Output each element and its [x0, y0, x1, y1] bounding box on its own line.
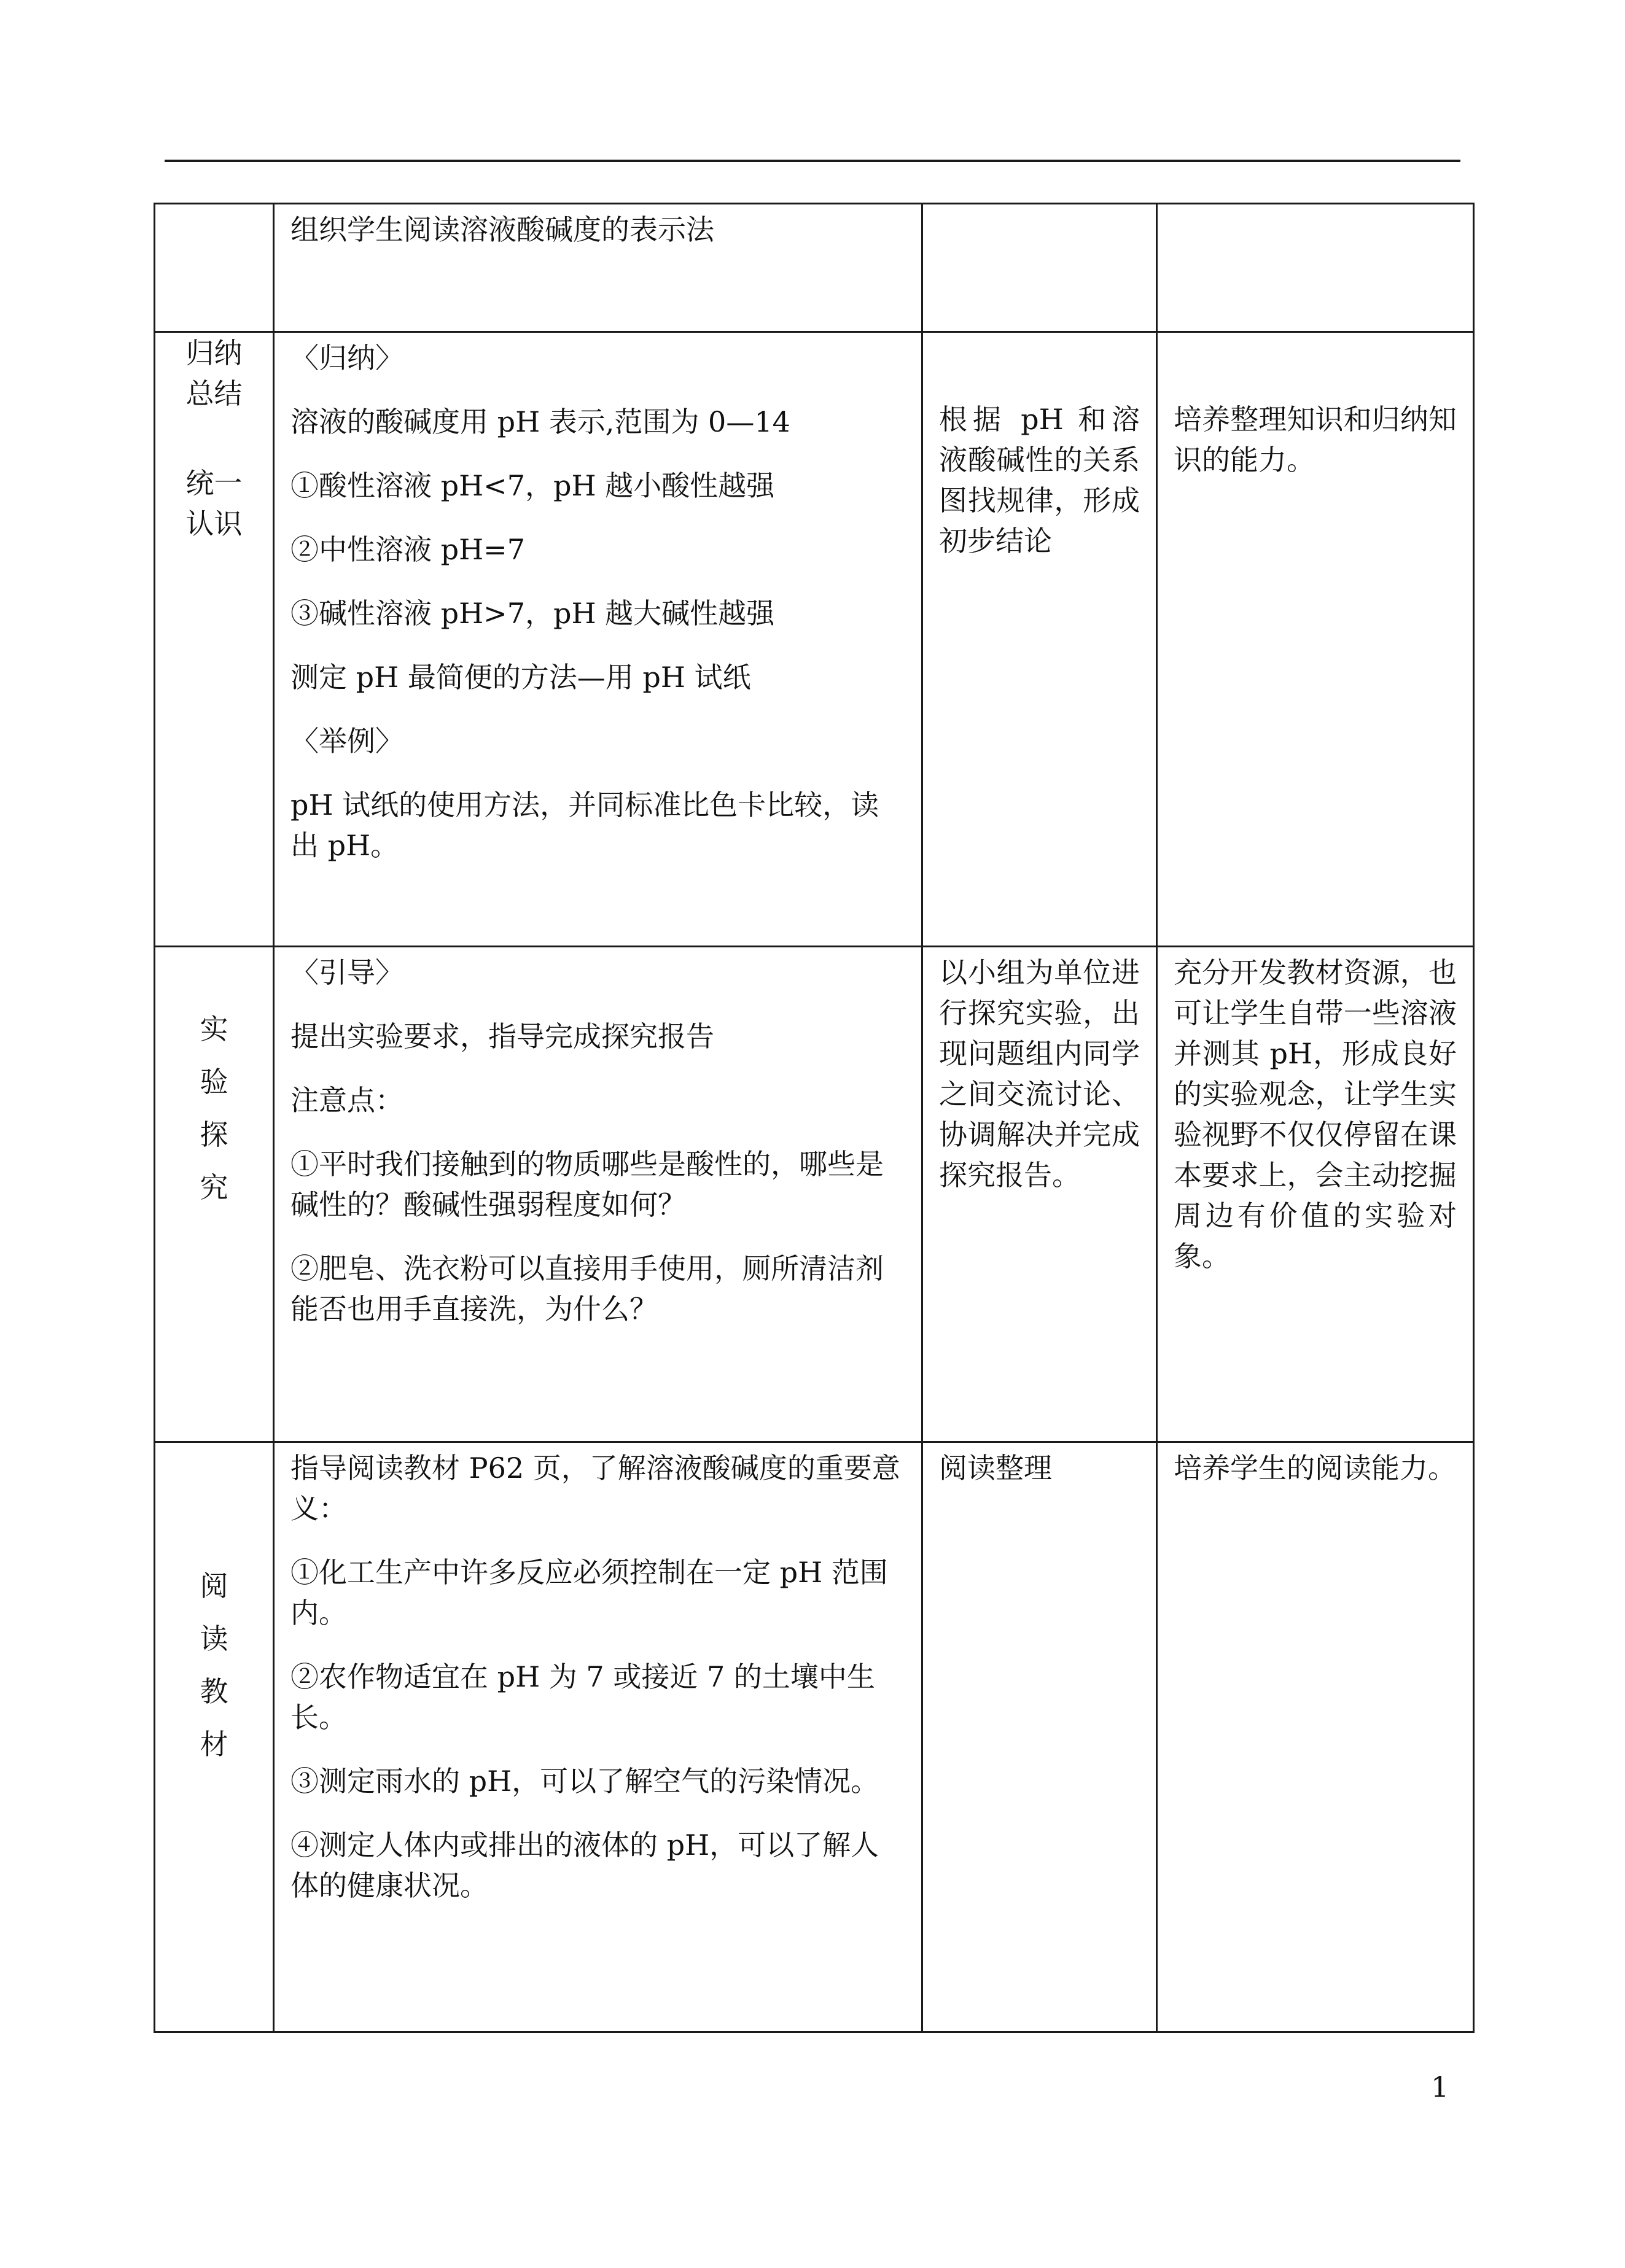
page-number: 1 [1431, 2070, 1449, 2103]
stage-label: 认识 [185, 507, 243, 540]
stage-label: 探 [200, 1118, 228, 1151]
table-row [155, 332, 1474, 947]
stage-cell [155, 947, 274, 1442]
design-intent-cell [1157, 947, 1474, 1442]
design-intent-cell [1157, 1442, 1474, 2032]
header-rule [165, 160, 1460, 162]
stage-label: 总结 [185, 377, 243, 410]
teacher-paragraph: 组织学生阅读溶液酸碱度的表示法 [290, 213, 714, 246]
teacher-paragraph: 测定 pH 最简便的方法—用 pH 试纸 [290, 661, 751, 694]
student-activity-cell [922, 947, 1157, 1442]
stage-cell [155, 204, 274, 332]
teacher-paragraph: 注意点： [290, 1084, 403, 1117]
teacher-activity-cell [274, 332, 922, 947]
stage-label: 统一 [185, 467, 243, 500]
teacher-paragraph: pH 试纸的使用方法，并同标准比色卡比较，读出 pH。 [290, 788, 879, 862]
student-activity-cell [922, 332, 1157, 947]
stage-label: 阅 [200, 1569, 228, 1602]
student-activity-cell [922, 1442, 1157, 2032]
stage-label: 究 [200, 1171, 228, 1204]
design-intent-text: 培养整理知识和归纳知识的能力。 [1174, 403, 1457, 476]
teacher-paragraph: ①平时我们接触到的物质哪些是酸性的，哪些是碱性的？酸碱性强弱程度如何？ [290, 1148, 884, 1221]
student-activity-text: 以小组为单位进行探究实验，出现问题组内同学之间交流讨论、协调解决并完成探究报告。 [939, 956, 1140, 1192]
student-activity-text: 阅读整理 [939, 1451, 1052, 1485]
teacher-paragraph: 提出实验要求，指导完成探究报告 [290, 1020, 714, 1053]
design-intent-text: 充分开发教材资源，也可让学生自带一些溶液并测其 pH，形成良好的实验观念，让学生实验视野不仅仅停留在课本要求上，会主动挖掘周边有价值的实验对象。 [1174, 956, 1457, 1273]
stage-cell [155, 332, 274, 947]
teacher-paragraph: 溶液的酸碱度用 pH 表示,范围为 0—14 [290, 405, 790, 438]
teacher-paragraph: ③测定雨水的 pH，可以了解空气的污染情况。 [290, 1765, 879, 1798]
design-intent-cell [1157, 204, 1474, 332]
design-intent-text: 培养学生的阅读能力。 [1174, 1451, 1456, 1485]
design-intent-cell [1157, 332, 1474, 947]
teacher-paragraph: ②中性溶液 pH=7 [290, 533, 525, 566]
stage-label: 实 [200, 1012, 228, 1046]
table-row [155, 1442, 1474, 2032]
teacher-activity-cell [274, 1442, 922, 2032]
teacher-paragraph: ②肥皂、洗衣粉可以直接用手使用，厕所清洁剂能否也用手直接洗，为什么？ [290, 1252, 884, 1326]
table-row [155, 947, 1474, 1442]
teacher-activity-cell [274, 204, 922, 332]
stage-label: 读 [200, 1622, 228, 1655]
student-activity-cell [922, 204, 1157, 332]
stage-label: 归纳 [185, 336, 243, 370]
teacher-paragraph: ①酸性溶液 pH<7，pH 越小酸性越强 [290, 469, 775, 502]
stage-cell [155, 1442, 274, 2032]
stage-label: 教 [200, 1675, 228, 1708]
student-activity-text: 根据 pH 和溶液酸碱性的关系图找规律，形成初步结论 [939, 403, 1140, 557]
lesson-plan-table [154, 203, 1475, 2033]
teacher-paragraph: ②农作物适宜在 pH 为 7 或接近 7 的土壤中生长。 [290, 1660, 875, 1734]
stage-label: 材 [200, 1728, 228, 1761]
table-row [155, 204, 1474, 332]
teacher-paragraph: ③碱性溶液 pH>7，pH 越大碱性越强 [290, 597, 775, 630]
teacher-paragraph: 〈举例〉 [290, 724, 403, 758]
teacher-paragraph: 指导阅读教材 P62 页，了解溶液酸碱度的重要意义： [290, 1451, 900, 1525]
teacher-paragraph: ①化工生产中许多反应必须控制在一定 pH 范围内。 [290, 1556, 888, 1629]
stage-label: 验 [200, 1065, 228, 1098]
teacher-activity-cell [274, 947, 922, 1442]
teacher-paragraph: 〈引导〉 [290, 956, 403, 989]
teacher-paragraph: ④测定人体内或排出的液体的 pH，可以了解人体的健康状况。 [290, 1828, 879, 1902]
teacher-paragraph: 〈归纳〉 [290, 341, 403, 375]
